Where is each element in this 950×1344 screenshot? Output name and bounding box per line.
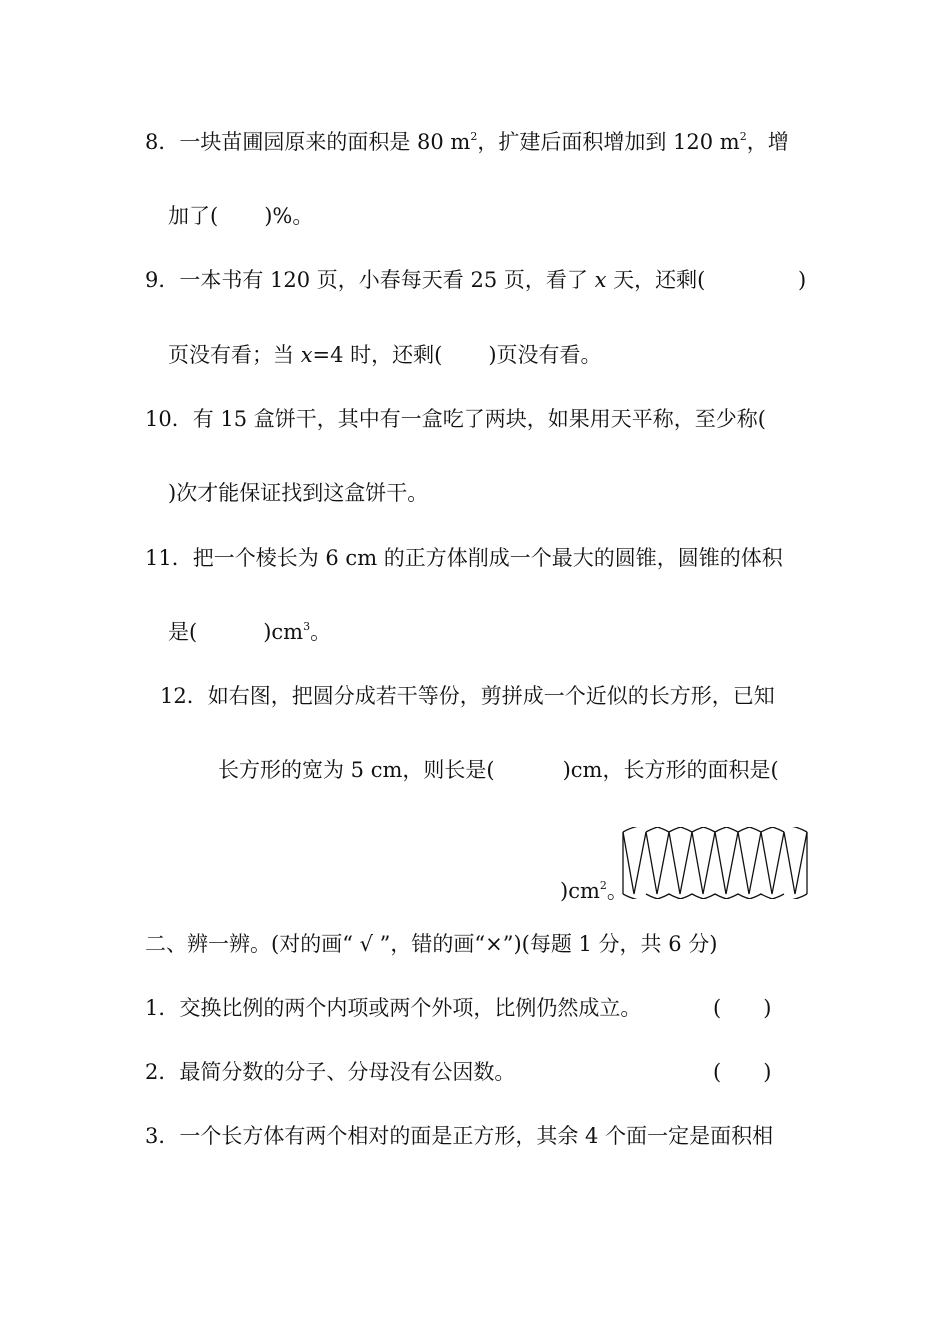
q12-line3: )$cm^2$。 (560, 879, 628, 903)
q10-line2: )次才能保证找到这盒饼干。 (168, 481, 429, 505)
judge-answer-1[interactable]: ( ) (713, 996, 772, 1020)
judge-item-1: 1．交换比例的两个内项或两个外项，比例仍然成立。 (145, 996, 642, 1020)
circle-sectors-rectangle-figure (621, 827, 809, 899)
q8-line2: 加了( )%。 (168, 204, 314, 228)
q9-line1: 9．一本书有 120 页，小春每天看 25 页，看了 x 天，还剩( (145, 268, 706, 292)
q9-line1-close: ) (798, 268, 807, 292)
q11-line2: 是( )$cm^3$。 (168, 620, 332, 644)
q12-line1: 12．如右图，把圆分成若干等份，剪拼成一个近似的长方形，已知 (160, 684, 775, 708)
q9-line2: 页没有看；当 x=4 时，还剩( )页没有看。 (168, 343, 602, 367)
section-heading: 二、辨一辨。(对的画“ √ ”，错的画“×”)(每题 1 分，共 6 分) (145, 932, 718, 956)
judge-item-2: 2．最简分数的分子、分母没有公因数。 (145, 1060, 516, 1084)
q11-line1: 11．把一个棱长为 6 cm 的正方体削成一个最大的圆锥，圆锥的体积 (145, 546, 783, 570)
q12-line2: 长方形的宽为 5 cm，则长是( )cm，长方形的面积是( (218, 758, 779, 782)
q10-line1: 10．有 15 盒饼干，其中有一盒吃了两块，如果用天平称，至少称( (145, 407, 766, 431)
q8-line1: 8．一块苗圃园原来的面积是 80 $m^2$，扩建后面积增加到 120 $m^2$，增 (145, 130, 789, 154)
judge-answer-2[interactable]: ( ) (713, 1060, 772, 1084)
judge-item-3: 3．一个长方体有两个相对的面是正方形，其余 4 个面一定是面积相 (145, 1124, 774, 1148)
